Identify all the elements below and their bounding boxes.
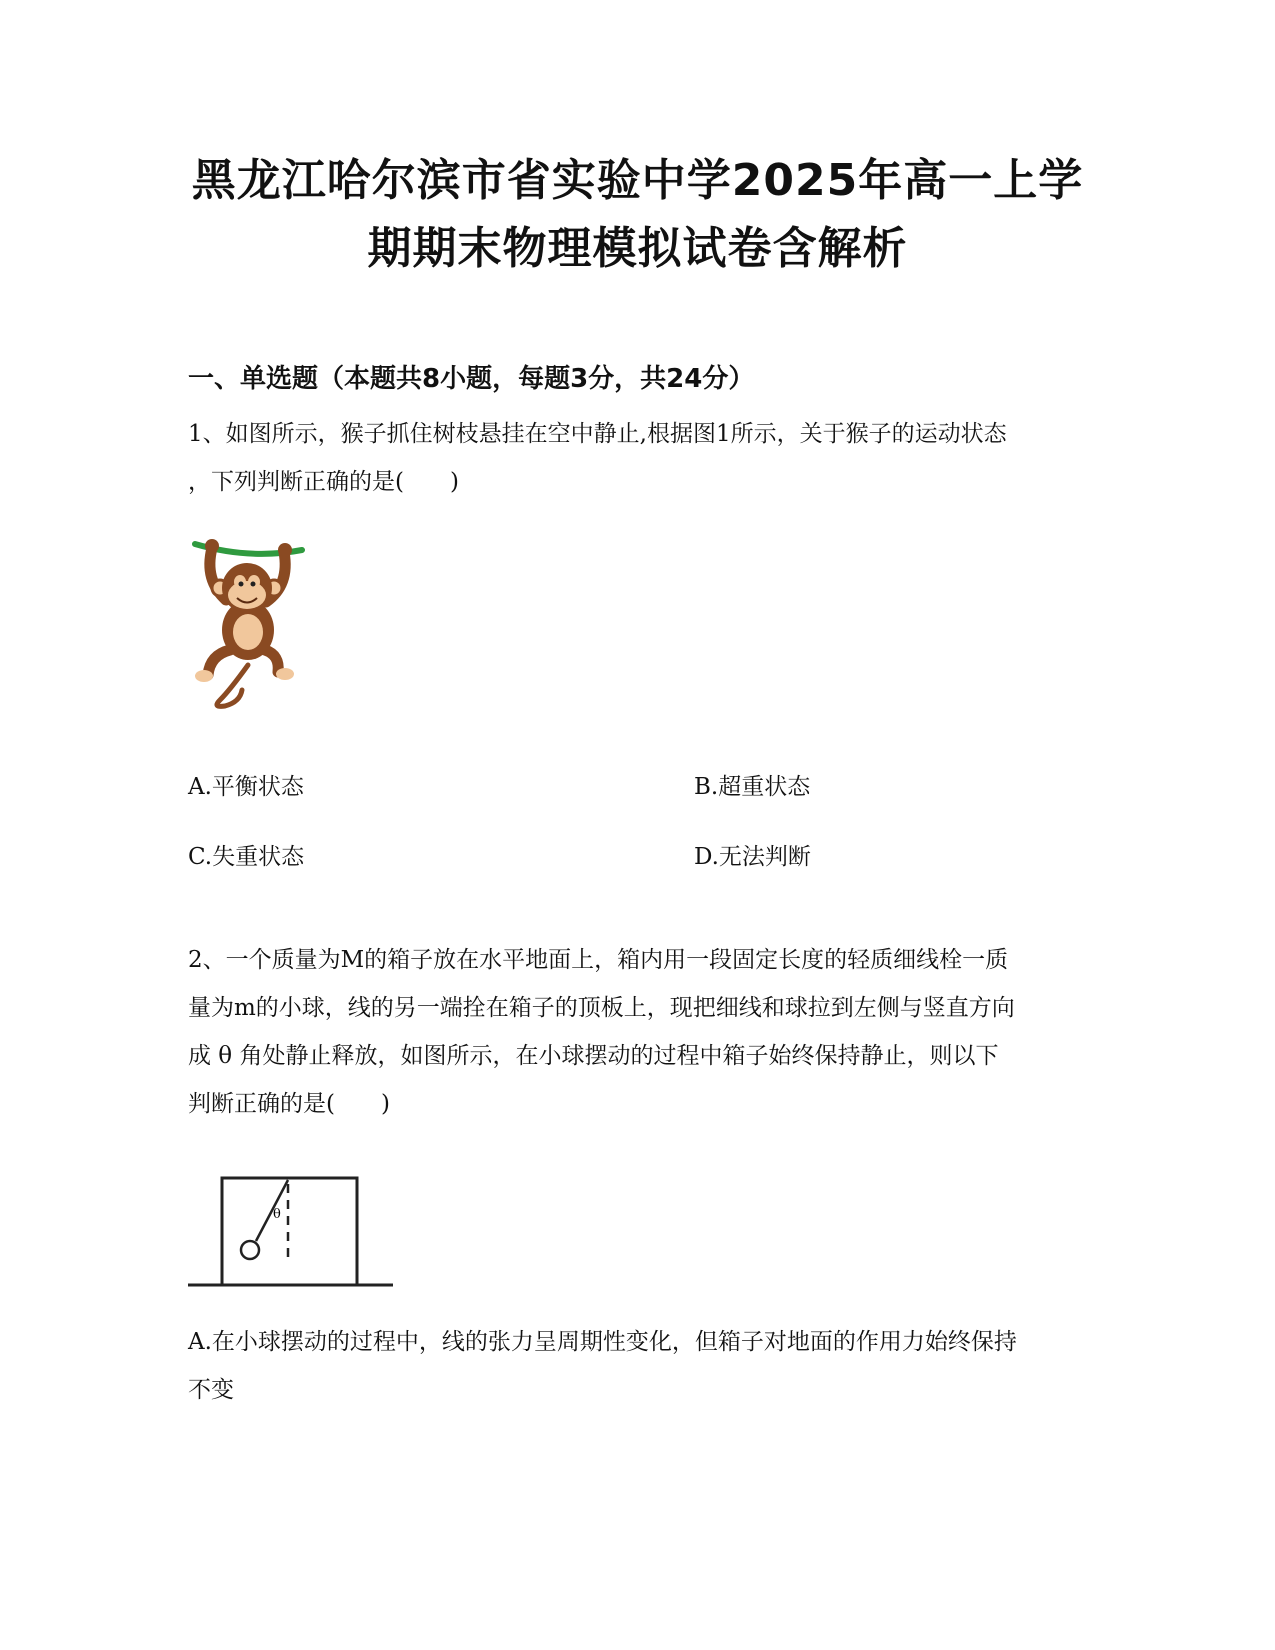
box: [222, 1178, 357, 1285]
ball: [241, 1241, 259, 1259]
question-1-line-1: 1、如图所示，猴子抓住树枝悬挂在空中静止,根据图1所示，关于猴子的运动状态: [188, 421, 1007, 447]
question-2-line-2: 量为m的小球，线的另一端拴在箱子的顶板上，现把细线和球拉到左侧与竖直方向: [188, 995, 1015, 1021]
q2-option-a-line-2: 不变: [188, 1377, 234, 1403]
page-title-line-1: 黑龙江哈尔滨市省实验中学2025年高一上学: [191, 155, 1084, 206]
question-2-line-1: 2、一个质量为M的箱子放在水平地面上，箱内用一段固定长度的轻质细线栓一质: [188, 947, 1009, 973]
question-2-text: [188, 936, 1088, 1128]
section-heading: 一、单选题（本题共8小题，每题3分，共24分）: [188, 364, 755, 394]
q2-option-a: [188, 1318, 1088, 1414]
page-title-line-2: 期期末物理模拟试卷含解析: [367, 223, 908, 274]
theta-label: θ: [273, 1207, 281, 1222]
q1-option-d: D.无法判断: [694, 844, 811, 870]
q1-option-c: C.失重状态: [188, 844, 305, 870]
pendulum-box-figure: [188, 1170, 403, 1295]
question-1-text: [188, 410, 1088, 506]
q2-option-a-line-1: A.在小球摆动的过程中，线的张力呈周期性变化，但箱子对地面的作用力始终保持: [188, 1329, 1017, 1355]
monkey-figure: [190, 530, 320, 710]
string: [256, 1180, 288, 1241]
question-1-line-2: ，下列判断正确的是( ): [188, 469, 459, 495]
question-2-line-3: 成 θ 角处静止释放，如图所示，在小球摆动的过程中箱子始终保持静止，则以下: [188, 1043, 999, 1069]
question-2-line-4: 判断正确的是( ): [188, 1091, 390, 1117]
q1-option-a: A.平衡状态: [188, 774, 304, 800]
q1-option-b: B.超重状态: [694, 774, 811, 800]
